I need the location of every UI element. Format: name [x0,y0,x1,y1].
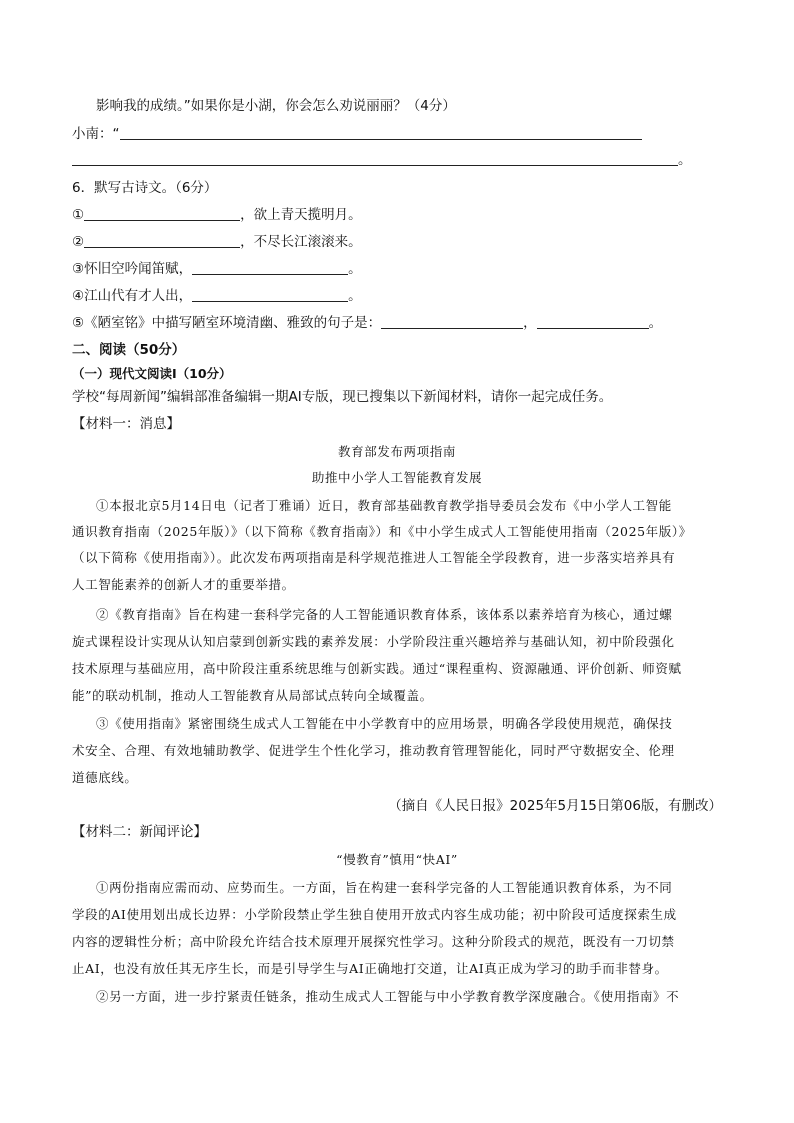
material-1-title-2: 助推中小学人工智能教育发展 [311,470,483,485]
q5-answer-line-1 [72,124,722,144]
q6-item-4-blank[interactable] [192,287,348,302]
q6-item-1-text: ，欲上青天揽明月。 [240,207,362,223]
q6-item-5-text: ⑤《陋室铭》中描写陋室环境清幽、雅致的句子是： [72,315,382,331]
q6-item-5-blank-1[interactable] [381,314,523,329]
section-2-intro: 学校“每周新闻”编辑部准备编辑一期AI专版，现已搜集以下新闻材料，请你一起完成任务。 [72,389,613,405]
q6-item-4-end: 。 [348,288,362,304]
material-1-p2-line: 技术原理与基础应用，高中阶段注重系统思维与创新实践。通过“课程重构、资源融通、评价创新、师资赋 [72,661,682,676]
material-1-p2-line: 能”的联动机制，推动人工智能教育从局部试点转向全域覆盖。 [72,688,433,703]
material-1-p2-line: 旋式课程设计实现从认知启蒙到创新实践的素养发展：小学阶段注重兴趣培养与基础认知，初中阶段强化 [72,634,675,649]
material-1-p1-line: 人工智能素养的创新人才的重要举措。 [72,577,295,592]
material-1-source: （摘自《人民日报》2025年5月15日第06版，有删改） [388,798,722,814]
q6-item-3 [72,259,722,279]
q6-item-2-num: ② [72,234,85,250]
q5-speaker: 小南：“ [72,126,120,142]
q5-prompt: 影响我的成绩。”如果你是小湖，你会怎么劝说丽丽？（4分） [96,98,456,114]
q6-item-3-end: 。 [348,261,362,277]
material-1-label: 【材料一：消息】 [72,416,180,432]
q5-answer-line-2 [72,150,722,170]
material-2-p1-line: 内容的逻辑性分析；高中阶段允许结合技术原理开展探究性学习。这种分阶段式的规范，既没有一刀切禁 [72,934,675,949]
q6-item-1-num: ① [72,207,85,223]
q6-item-5-end: 。 [648,315,663,331]
material-1-p3-line: ③《使用指南》紧密围绕生成式人工智能在中小学教育中的应用场景，明确各学段使用规范，确保技 [96,716,673,731]
material-1-p1-line: ①本报北京5月14日电（记者丁雅诵）近日，教育部基础教育教学指导委员会发布《中小学人工智能 [96,498,672,513]
q6-item-3-blank[interactable] [192,260,348,275]
material-1-p3-line: 道德底线。 [72,770,138,785]
q6-item-2 [72,232,722,252]
material-2-p1-line: 学段的AI使用划出成长边界：小学阶段禁止学生独自使用开放式内容生成功能；初中阶段可适度探索生成 [72,907,677,922]
q6-item-1-blank[interactable] [84,206,240,221]
q6-item-5-mid: ， [523,315,537,331]
material-1-p1-line: 通识教育指南（2025年版）》（以下简称《教育指南》）和《中小学生成式人工智能使用指南（2025年版）》 [72,524,692,539]
material-1-title-1: 教育部发布两项指南 [338,444,456,459]
section-2-sub-1: （一）现代文阅读Ⅰ（10分） [72,366,232,381]
q6-item-5 [72,313,722,333]
q5-end-mark: 。 [678,152,692,168]
material-1-p3-line: 术安全、合理、有效地辅助教学、促进学生个性化学习，推动教育管理智能化，同时严守数据安全、伦理 [72,743,675,758]
material-2-p1-line: 止AI，也没有放任其无序生长，而是引导学生与AI正确地打交道，让AI真正成为学习的助手而非替身。 [72,961,668,976]
material-1-p2-line: ②《教育指南》旨在构建一套科学完备的人工智能通识教育体系，该体系以素养培育为核心，通过螺 [96,607,673,622]
material-2-title: “慢教育”慎用“快AI” [336,852,458,867]
q6-item-4-text: ④江山代有才人出， [72,288,193,304]
q6-title: 6．默写古诗文。（6分） [72,180,218,196]
q6-item-3-text: ③怀旧空吟闻笛赋， [72,261,193,277]
q6-item-1 [72,205,722,225]
q6-item-5-blank-2[interactable] [537,314,649,329]
q5-answer-blank-1[interactable] [120,125,642,140]
material-2-label: 【材料二：新闻评论】 [72,824,207,840]
q5-answer-blank-2[interactable] [72,151,678,166]
q6-item-2-blank[interactable] [84,233,240,248]
q6-item-4 [72,286,722,306]
material-2-p1-line: ①两份指南应需而动、应势而生。一方面，旨在构建一套科学完备的人工智能通识教育体系，为不同 [96,880,673,895]
material-1-p1-line: （以下简称《使用指南》）。此次发布两项指南是科学规范推进人工智能全学段教育，进一步落实培养具有 [72,550,676,565]
q6-item-2-text: ，不尽长江滚滚来。 [240,234,362,250]
material-2-p2-line: ②另一方面，进一步拧紧责任链条，推动生成式人工智能与中小学教育教学深度融合。《使用指南》不 [96,989,680,1004]
section-2-title: 二、阅读（50分） [72,342,186,358]
